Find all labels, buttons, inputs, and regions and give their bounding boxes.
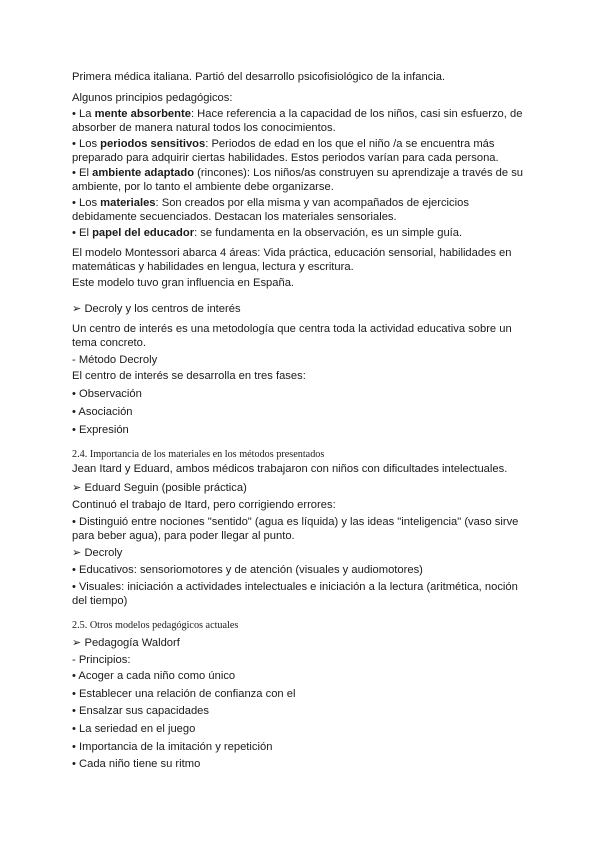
principle-item: • Los periodos sensitivos: Periodos de edad en los que el niño /a se encuentra más preparado para adquirir ciertas habilidades. Estos periodos varían para cada persona. [72, 138, 499, 164]
centro-definition: Un centro de interés es una metodología que centra toda la actividad educativa sobre un tema concreto. [72, 323, 512, 349]
principle-item: • El ambiente adaptado (rincones): Los niños/as construyen su aprendizaje a través de su ambiente, por lo tanto el ambiente debe organizarse. [72, 167, 524, 193]
metodo-decroly: - Método Decroly [72, 354, 158, 366]
principle-item: • La mente absorbente: Hace referencia a la capacidad de los niños, casi sin esfuerzo, de absorber de manera natural todos los conocimientos. [72, 108, 523, 134]
fase-item: • Observación [72, 388, 142, 400]
fase-item: • Asociación [72, 406, 133, 418]
waldorf-principle: • Ensalzar sus capacidades [72, 705, 209, 717]
montessori-influence: Este modelo tuvo gran influencia en España. [72, 277, 295, 289]
fases-intro: El centro de interés se desarrolla en tres fases: [72, 370, 306, 382]
waldorf-principle: • Importancia de la imitación y repetición [72, 741, 273, 753]
intro-line: Primera médica italiana. Partió del desarrollo psicofisiológico de la infancia. [72, 71, 446, 83]
waldorf-principle: • Acoger a cada niño como único [72, 670, 236, 682]
principios-label: - Principios: [72, 654, 131, 666]
decroly-educativos: • Educativos: sensoriomotores y de atención (visuales y audiomotores) [72, 564, 423, 576]
principle-item: • El papel del educador: se fundamenta en la observación, es un simple guía. [72, 227, 463, 239]
decroly-heading: ➢ Decroly y los centros de interés [72, 303, 241, 315]
section-2-4-title: 2.4. Importancia de los materiales en los métodos presentados [72, 449, 325, 460]
waldorf-principle: • Cada niño tiene su ritmo [72, 758, 201, 770]
waldorf-principle: • Establecer una relación de confianza con el [72, 688, 296, 700]
waldorf-principle: • La seriedad en el juego [72, 723, 196, 735]
fase-item: • Expresión [72, 424, 129, 436]
seguin-heading: ➢ Eduard Seguin (posible práctica) [72, 482, 247, 494]
seguin-bullet: • Distinguió entre nociones "sentido" (agua es líquida) y las ideas "inteligencia" (vaso sirve para beber agua), para poder llegar al punto. [72, 516, 519, 542]
principle-item: • Los materiales: Son creados por ella misma y van acompañados de ejercicios debidamente secuenciados. Destacan los materiales sensoriales. [72, 197, 469, 223]
waldorf-heading: ➢ Pedagogía Waldorf [72, 637, 180, 649]
decroly-heading-2: ➢ Decroly [72, 547, 123, 559]
section-2-5-title: 2.5. Otros modelos pedagógicos actuales [72, 620, 239, 631]
montessori-areas: El modelo Montessori abarca 4 áreas: Vida práctica, educación sensorial, habilidades en matemáticas y habilidades en lengua, lectura y escritura. [72, 247, 512, 273]
itard-line: Jean Itard y Eduard, ambos médicos trabajaron con niños con dificultades intelectuales. [72, 463, 508, 475]
decroly-visuales: • Visuales: iniciación a actividades intelectuales e iniciación a la lectura (aritmética, noción del tiempo) [72, 581, 518, 607]
seguin-continuo: Continuó el trabajo de Itard, pero corrigiendo errores: [72, 499, 336, 511]
principios-heading: Algunos principios pedagógicos: [72, 92, 233, 104]
